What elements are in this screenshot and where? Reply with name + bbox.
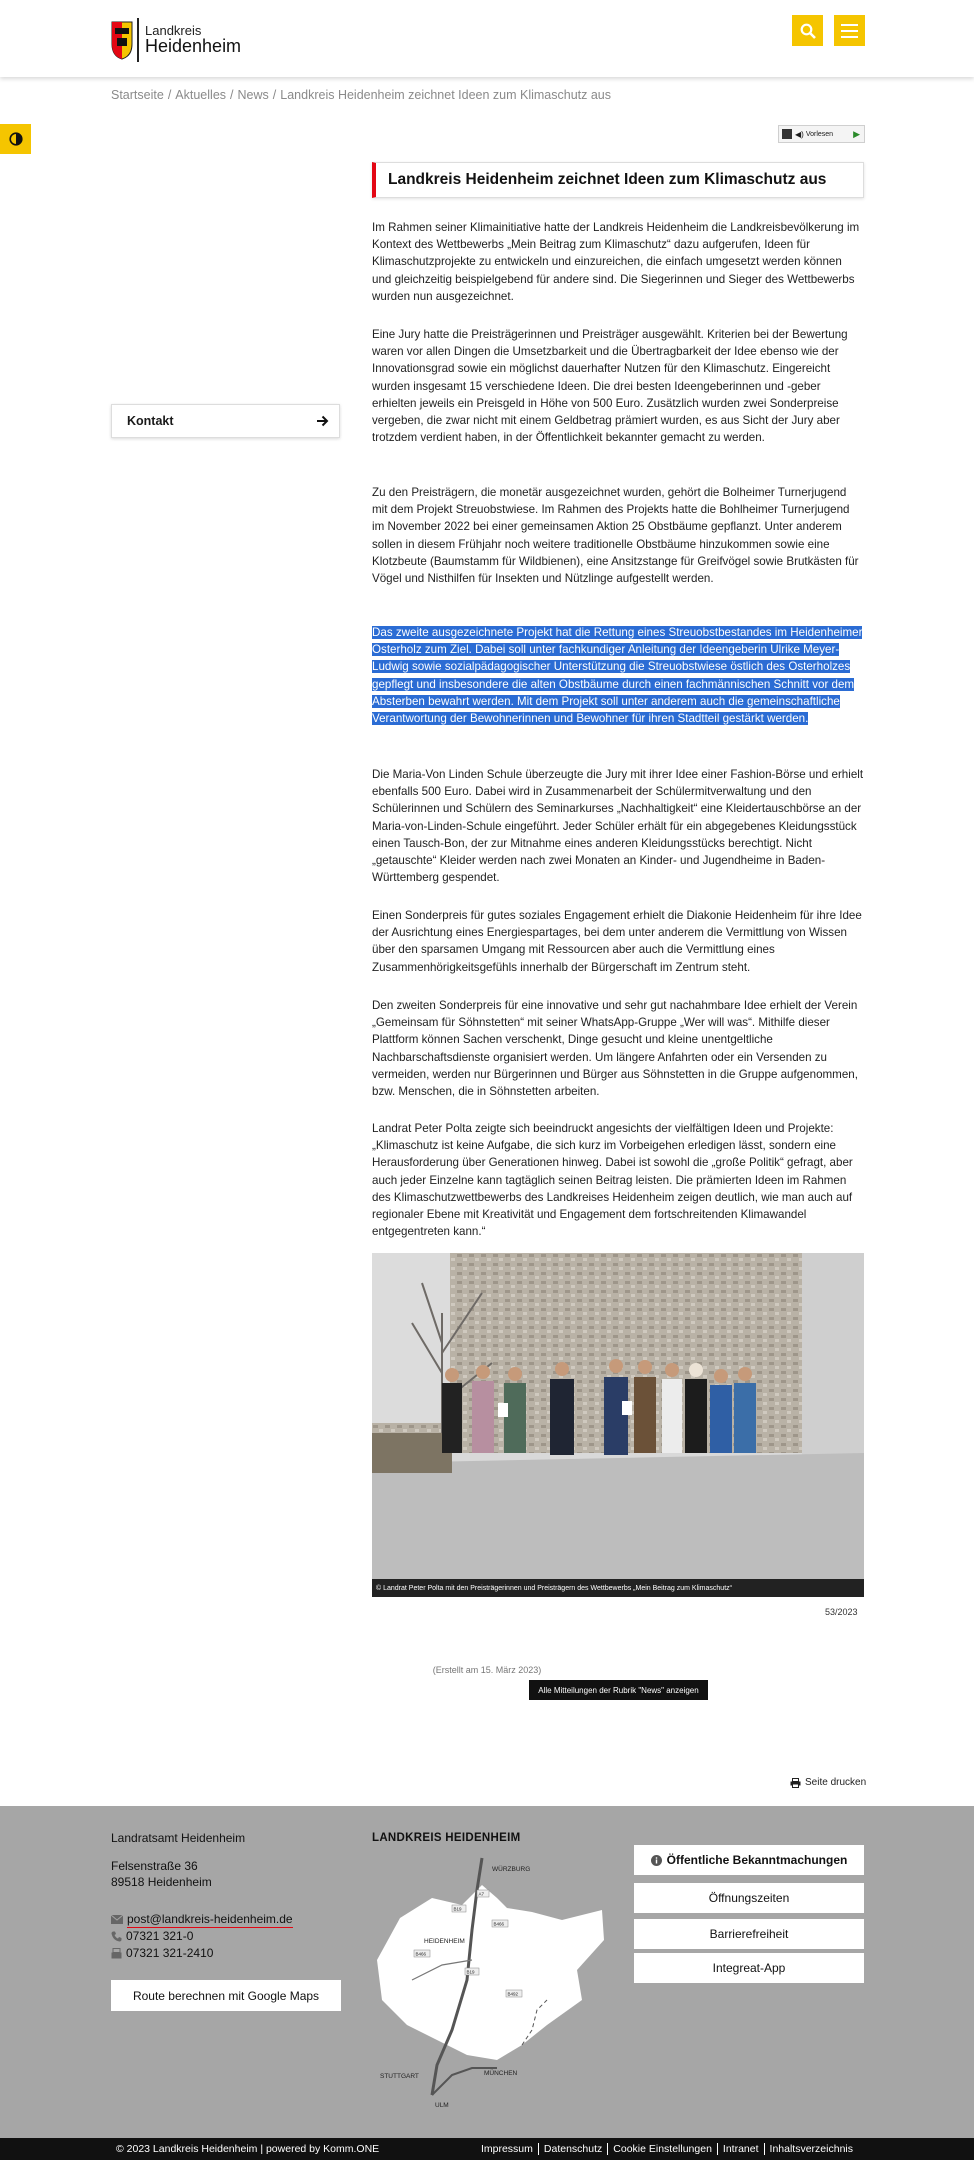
- link-cookie-settings[interactable]: Cookie Einstellungen: [607, 2143, 717, 2155]
- link-intranet[interactable]: Intranet: [717, 2143, 764, 2155]
- footer-phone-row[interactable]: [111, 1928, 193, 1944]
- all-news-button[interactable]: Alle Mitteilungen der Rubrik "News" anzeigen: [529, 1680, 708, 1700]
- logo-line1: Landkreis: [145, 22, 202, 38]
- route-button[interactable]: Route berechnen mit Google Maps: [111, 1980, 341, 2011]
- breadcrumb-aktuelles[interactable]: Aktuelles: [175, 88, 227, 102]
- photo-caption: © Landrat Peter Polta mit den Preisträgerinnen und Preisträgern des Wettbewerbs „Mein Beitrag zum Klimaschutz“: [372, 1579, 864, 1597]
- coat-of-arms-icon: [111, 20, 133, 60]
- speaker-icon: ◀): [795, 129, 804, 139]
- map-road-b492: B492: [507, 1991, 519, 1997]
- phone-icon: [111, 1931, 122, 1942]
- arrow-right-icon: [316, 415, 329, 427]
- article-paragraph-4-selected: [372, 624, 864, 727]
- article-number: 53/2023: [825, 1607, 858, 1617]
- created-date: (Erstellt am 15. März 2023): [432, 1665, 542, 1675]
- public-notices-button[interactable]: [634, 1845, 864, 1875]
- print-label: Seite drucken: [805, 1777, 867, 1788]
- breadcrumb-home[interactable]: Startseite: [111, 88, 164, 102]
- mail-icon: [111, 1915, 123, 1924]
- article-paragraph-8: Landrat Peter Polta zeigte sich beeindruckt angesichts der vielfältigen Ideen und Projekte: „Klimaschutz ist keine Aufgabe, die sich kurz im Vorbeigehen erledigen lässt, sondern eine Herausforderung über Generationen hinweg. Dabei ist sowohl die „große Politik“ gefragt, aber auch jeder Einzelne kann tagtäglich seinen Beitrag leisten. Die prämierten Ideen im Rahmen des Klimaschutzwettbewerbs des Landkreises Heidenheim zeigen deutlich, wie man auch auf regionaler Ebene mit Kreativität und Engagement dem fortschreitenden Klimawandel entgegentreten kann.“: [372, 1122, 853, 1239]
- selected-text: Das zweite ausgezeichnete Projekt hat die Rettung eines Streuobstbestandes im Heidenheimer Osterholz zum Ziel. Dabei soll unter fachkundiger Anleitung der Ideengeberin Ulrike Meyer-Ludwig sowie sozialpädagogischer Unterstützung die Streuobstwiese östlich des Osterholzes gepflegt und insbesondere die alten Obstbäume durch einen fachmännischen Schnitt vor dem Absterben bewahrt werden. Mit dem Projekt soll unter anderem auch die gemeinschaftliche Verantwortung der Bewohnerinnen und Bewohner für ihren Stadtteil gestärkt werden.: [372, 626, 863, 726]
- article-photo[interactable]: [372, 1253, 864, 1579]
- map-label-muenchen: MÜNCHEN: [484, 2070, 518, 2077]
- kontakt-button[interactable]: [111, 404, 340, 438]
- article-title: Landkreis Heidenheim zeichnet Ideen zum Klimaschutz aus: [388, 171, 827, 188]
- map-road-b466-east: B466: [493, 1921, 505, 1927]
- logo-divider: [137, 18, 139, 62]
- fax-icon: [111, 1948, 122, 1959]
- search-button[interactable]: [792, 15, 823, 46]
- article-title-box: [372, 162, 864, 198]
- link-datenschutz[interactable]: Datenschutz: [538, 2143, 607, 2155]
- article-paragraph-3: Zu den Preisträgern, die monetär ausgezeichnet wurden, gehört die Bolheimer Turnerjugend mit dem Projekt Streuobstwiese. Im Rahmen des Projekts hatte die Bohlheimer Turnerjugend im November 2022 bei einer gemeinsamen Aktion 25 Obstbäume gepflanzt. Unter anderem sollen in diesem Frühjahr noch weitere traditionelle Obstbäume hinzukommen sowie eine Klotzbeute (Baumstamm für Wildbienen), eine Ansitzstange für Greifvögel sowie Brutkästen für Vögel und Nisthilfen für Insekten und Nützlinge aufgestellt werden.: [372, 486, 859, 586]
- opening-hours-button[interactable]: Öffnungszeiten: [634, 1883, 864, 1913]
- footer-fax: 07321 321-2410: [126, 1946, 214, 1960]
- footer-street: Felsenstraße 36: [111, 1859, 198, 1873]
- menu-icon: [841, 24, 858, 38]
- link-impressum[interactable]: Impressum: [480, 2143, 533, 2155]
- readaloud-menu-icon[interactable]: [782, 129, 792, 139]
- copyright: © 2023 Landkreis Heidenheim | powered by Komm.ONE: [116, 2143, 380, 2155]
- breadcrumb: Startseite / Aktuelles / News / Landkreis Heidenheim zeichnet Ideen zum Klimaschutz aus: [111, 88, 611, 102]
- footer-map-title: LANDKREIS HEIDENHEIM: [372, 1832, 521, 1844]
- breadcrumb-current: Landkreis Heidenheim zeichnet Ideen zum Klimaschutz aus: [280, 88, 611, 102]
- footer-email[interactable]: post@landkreis-heidenheim.de: [127, 1912, 293, 1926]
- article-paragraph-5: Die Maria-Von Linden Schule überzeugte die Jury mit ihrer Idee einer Fashion-Börse und erhielt ebenfalls 500 Euro. Dabei wird in Zusammenarbeit der Schülermitverwaltung und den Schülerinnen und Schülern des Seminarkurses „Nachhaltigkeit“ eine Kleidertauschbörse an der Maria-von-Linden-Schule eingeführt. Jeder Schüler erhält für ein abgegebenes Kleidungsstück einen Tausch-Bon, der zur Mitnahme eines anderen Kleidungsstücks berechtigt. Nicht „getauschte“ Kleider werden nach zwei Monaten an Kinder- und Jugendheime in Baden-Württemberg gespendet.: [372, 768, 864, 885]
- article-paragraph-6: Einen Sonderpreis für gutes soziales Engagement erhielt die Diakonie Heidenheim für ihre Idee der Ausrichtung eines Energiespartages, bei dem unter anderem die Vermittlung von Wissen über den sparsamen Umgang mit Ressourcen aber auch die Vermittlung eines Zusammenhörigkeitsgefühls innerhalb der Bürgerschaft im Zentrum steht.: [372, 909, 862, 974]
- breadcrumb-news[interactable]: News: [237, 88, 269, 102]
- read-aloud-widget[interactable]: [778, 125, 865, 143]
- menu-button[interactable]: [834, 15, 865, 46]
- footer-fax-row: [111, 1945, 213, 1961]
- district-map: [372, 1850, 608, 2118]
- article-paragraph-2: Eine Jury hatte die Preisträgerinnen und Preisträger ausgewählt. Kriterien bei der Bewertung waren vor allen Dingen die Umsetzbarkeit und die Übertragbarkeit der Idee ebenso wie der Innovationsgrad sowie ein möglichst dauerhafter Nutzen für den Klimaschutz. Eingereicht wurden insgesamt 15 verschiedene Ideen. Die drei besten Ideengeberinnen und -geber erhielten jeweils ein Preisgeld in Höhe von 500 Euro. Zusätzlich wurden zwei Sonderpreise vergeben, die zwar nicht mit einem Geldbetrag prämiert wurden, es aus Sicht der Jury aber trotzdem verdient haben, in der Öffentlichkeit bekannter gemacht zu werden.: [372, 328, 848, 445]
- integreat-app-button[interactable]: Integreat-App: [634, 1953, 864, 1983]
- map-road-a7: A7: [478, 1891, 485, 1897]
- map-label-wuerzburg: WÜRZBURG: [492, 1866, 531, 1873]
- bottom-bar: [0, 2138, 974, 2160]
- printer-icon: [790, 1778, 801, 1788]
- kontakt-label: Kontakt: [127, 414, 174, 428]
- map-road-b19-north: B19: [453, 1906, 462, 1912]
- map-road-b19-south: B19: [466, 1969, 475, 1975]
- play-icon[interactable]: ▶: [853, 128, 860, 139]
- public-notices-label: Öffentliche Bekanntmachungen: [666, 1853, 848, 1867]
- footer-email-row[interactable]: [111, 1911, 293, 1928]
- search-icon: [800, 23, 816, 39]
- article-paragraph-7: Den zweiten Sonderpreis für eine innovative und sehr gut nachahmbare Idee erhielt der Verein „Gemeinsam für Söhnstetten“ mit seiner WhatsApp-Gruppe „Wer will was“. Mithilfe dieser Plattform können Sachen verschenkt, Dinge gesucht und kleine unentgeltliche Nachbarschaftsdienste organisiert werden. Um längere Anfahrten oder ein Versenden zu vermeiden, werden nur Bürgerinnen und Bürger aus Söhnstetten in die Gruppe aufgenommen, bzw. Menschen, die in Söhnstetten arbeiten.: [372, 999, 858, 1099]
- footer-phone[interactable]: 07321 321-0: [126, 1929, 194, 1943]
- accessibility-button[interactable]: Barrierefreiheit: [634, 1919, 864, 1949]
- link-sitemap[interactable]: Inhaltsverzeichnis: [764, 2143, 858, 2155]
- bottom-links: [476, 2143, 858, 2155]
- article-paragraph-1: Im Rahmen seiner Klimainitiative hatte der Landkreis Heidenheim die Landkreisbevölkerung im Kontext des Wettbewerbs „Mein Beitrag zum Klimaschutz“ dazu aufgerufen, Ideen für Klimaschutzprojekte zu entwickeln und einzureichen, die einfach umgesetzt werden können und gleichzeitig beispielgebend für andere sind. Die Siegerinnen und Sieger des Wettbewerbs wurden nun ausgezeichnet.: [372, 221, 860, 303]
- site-logo[interactable]: [111, 18, 241, 62]
- readaloud-label[interactable]: Vorlesen: [805, 130, 834, 138]
- contrast-toggle[interactable]: [0, 124, 31, 154]
- map-label-heidenheim: HEIDENHEIM: [424, 1938, 465, 1945]
- contrast-icon: [9, 132, 23, 146]
- footer-city: 89518 Heidenheim: [111, 1875, 212, 1889]
- logo-line2: Heidenheim: [145, 36, 242, 57]
- info-icon: [651, 1855, 662, 1866]
- map-label-ulm: ULM: [435, 2102, 449, 2109]
- map-label-stuttgart: STUTTGART: [380, 2073, 419, 2080]
- print-button[interactable]: [790, 1777, 866, 1788]
- map-road-b466-west: B466: [415, 1951, 427, 1957]
- footer-org: Landratsamt Heidenheim: [111, 1831, 246, 1845]
